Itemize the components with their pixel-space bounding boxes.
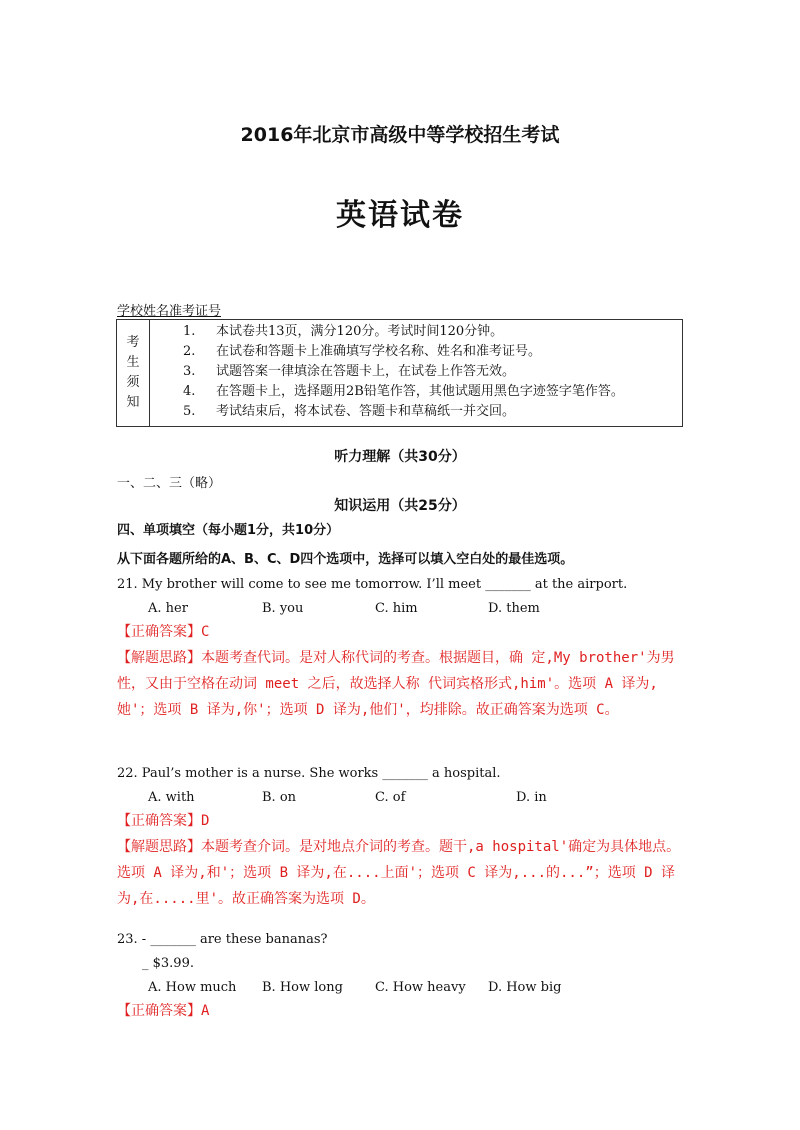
part-heading: 四、单项填空（每小题1分，共10分） xyxy=(117,523,340,538)
listening-section-heading: 听力理解（共30分） xyxy=(334,449,466,465)
option-c: C. of xyxy=(375,790,406,805)
knowledge-section-heading: 知识运用（共25分） xyxy=(334,498,466,514)
correct-answer: 【正确答案】C xyxy=(117,624,210,640)
instruction-number: 2. xyxy=(183,344,196,359)
instruction-number: 5. xyxy=(183,404,196,419)
option-a: A. How much xyxy=(148,980,237,995)
instruction-item xyxy=(150,322,682,342)
instruction-item xyxy=(150,362,682,382)
instructions-list xyxy=(150,320,683,427)
side-char: 知 xyxy=(126,395,140,410)
question-stem: 23. - _______ are these bananas? xyxy=(117,932,328,947)
option-d: D. in xyxy=(516,790,547,805)
option-b: B. you xyxy=(262,601,304,616)
listening-note: 一、二、三（略） xyxy=(117,476,222,491)
instruction-item xyxy=(150,402,682,422)
option-b: B. on xyxy=(262,790,297,805)
question-stem: 21. My brother will come to see me tomorrow. I’ll meet _______ at the airport. xyxy=(117,577,628,592)
student-info-line: 学校姓名准考证号 xyxy=(117,304,222,319)
option-d: D. How big xyxy=(488,980,562,995)
correct-answer: 【正确答案】A xyxy=(117,1003,210,1019)
instruction-text: 在答题卡上，选择题用2B铅笔作答，其他试题用黑色字迹签字笔作答。 xyxy=(216,384,624,399)
correct-answer: 【正确答案】D xyxy=(117,813,210,829)
side-char: 考 xyxy=(126,335,140,350)
instruction-number: 1. xyxy=(183,324,196,339)
instruction-text: 本试卷共13页，满分120分。考试时间120分钟。 xyxy=(216,324,504,339)
instruction-number: 4. xyxy=(183,384,196,399)
option-a: A. with xyxy=(148,790,195,805)
instructions-table xyxy=(116,319,683,427)
question-reply: _ $3.99. xyxy=(142,956,194,971)
instruction-text: 在试卷和答题卡上准确填写学校名称、姓名和准考证号。 xyxy=(216,344,542,359)
instructions-side-label xyxy=(117,320,150,427)
side-char: 须 xyxy=(126,375,140,390)
instruction-item xyxy=(150,382,682,402)
instruction-item xyxy=(150,342,682,362)
answer-analysis: 【解题思路】本题考查介词。是对地点介词的考查。题干,a hospital'确定为具体地点。选项 A 译为,和'；选项 B 译为,在....上面'；选项 C 译为,...的...”；选项 D 译为,在.....里'。故正确答案为选项 D。 xyxy=(117,839,681,907)
instruction-number: 3. xyxy=(183,364,196,379)
answer-analysis: 【解题思路】本题考查代词。是对人称代词的考查。根据题目，确 定,My brother'为男性，又由于空格在动词 meet 之后，故选择人称 代词宾格形式,him'。选项 A 译为,她'；选项 B 译为,你'；选项 D 译为,他们'，均排除。故正确答案为选项 C。 xyxy=(117,650,675,718)
option-b: B. How long xyxy=(262,980,343,995)
exam-subject-title: 英语试卷 xyxy=(336,198,464,233)
option-d: D. them xyxy=(488,601,540,616)
question-stem: 22. Paul’s mother is a nurse. She works _______ a hospital. xyxy=(117,766,501,781)
option-c: C. him xyxy=(375,601,418,616)
part-instruction: 从下面各题所给的A、B、C、D四个选项中，选择可以填入空白处的最佳选项。 xyxy=(117,552,574,567)
option-c: C. How heavy xyxy=(375,980,466,995)
side-char: 生 xyxy=(126,355,140,370)
instruction-text: 考试结束后，将本试卷、答题卡和草稿纸一并交回。 xyxy=(216,404,516,419)
instruction-text: 试题答案一律填涂在答题卡上，在试卷上作答无效。 xyxy=(216,364,516,379)
exam-title: 2016年北京市高级中等学校招生考试 xyxy=(240,124,560,146)
option-a: A. her xyxy=(148,601,188,616)
